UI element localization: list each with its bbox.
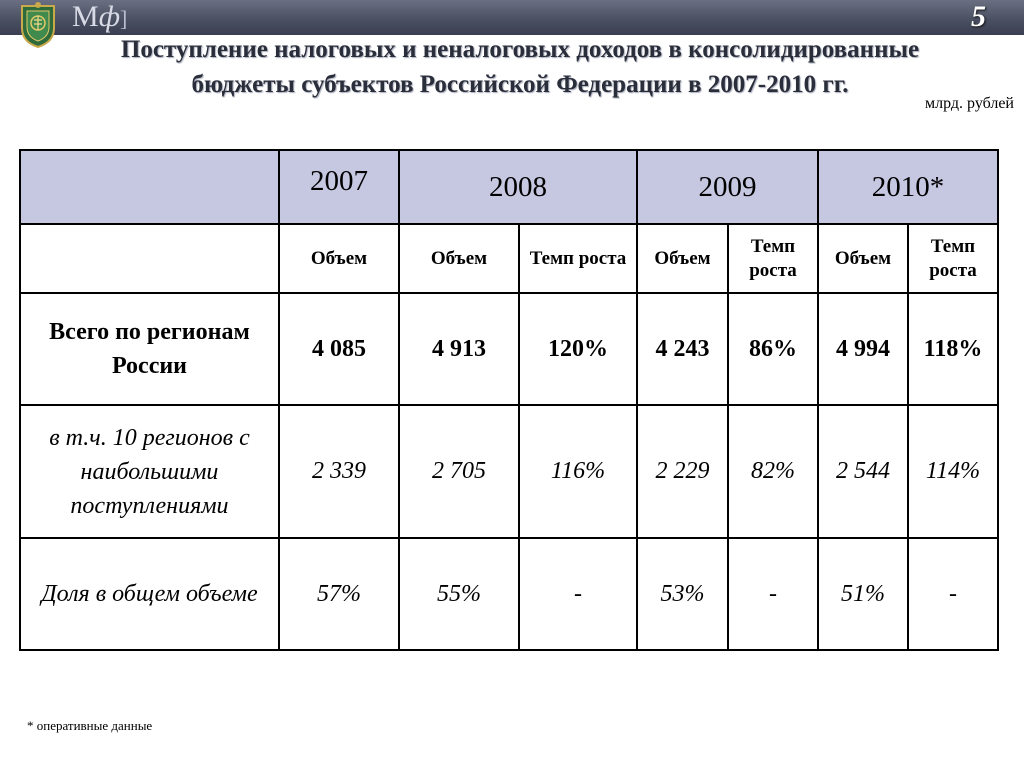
cell-volume-2008: 55% — [399, 538, 519, 650]
cell-growth-2008: 120% — [519, 293, 637, 405]
brand-letter-italic: ф — [98, 0, 120, 33]
cell-growth-2008: 116% — [519, 405, 637, 538]
subheader-volume-2010: Объем — [818, 224, 908, 293]
cell-volume-2010: 2 544 — [818, 405, 908, 538]
slide-number: 5 — [971, 0, 986, 33]
year-2007-header: 2007 — [279, 150, 399, 224]
cell-volume-2010: 51% — [818, 538, 908, 650]
revenue-table — [19, 149, 999, 651]
footnote: * оперативные данные — [27, 718, 153, 733]
subheader-growth-2010: Темп роста — [908, 224, 998, 293]
cell-growth-2009: 86% — [728, 293, 818, 405]
subheader-growth-2008: Темп роста — [519, 224, 637, 293]
year-2008-header: 2008 — [399, 150, 637, 224]
cell-volume-2010: 4 994 — [818, 293, 908, 405]
subheader-volume-2007: Объем — [279, 224, 399, 293]
subheader-volume-2009: Объем — [637, 224, 728, 293]
top-bar — [0, 0, 1024, 35]
cell-growth-2010: 118% — [908, 293, 998, 405]
row-label: в т.ч. 10 регионов с наибольшими поступлениями — [20, 405, 279, 538]
subheader-volume-2008: Объем — [399, 224, 519, 293]
cell-growth-2009: 82% — [728, 405, 818, 538]
table-row-top10 — [20, 405, 998, 538]
cell-volume-2009: 4 243 — [637, 293, 728, 405]
subheader-row — [20, 224, 998, 293]
table-row-share — [20, 538, 998, 650]
title-line-1: Поступление налоговых и неналоговых доходов в консолидированные — [120, 36, 920, 63]
subheader-blank-cell — [20, 224, 279, 293]
cell-volume-2007: 4 085 — [279, 293, 399, 405]
table-row-total — [20, 293, 998, 405]
cell-growth-2009: - — [728, 538, 818, 650]
brand-letter: М — [72, 0, 99, 33]
cell-volume-2009: 53% — [637, 538, 728, 650]
title-line-2: бюджеты субъектов Российской Федерации в 2007-2010 гг. — [191, 71, 849, 98]
cell-growth-2008: - — [519, 538, 637, 650]
cell-volume-2007: 57% — [279, 538, 399, 650]
brand-mark — [72, 1, 127, 33]
year-2009-header: 2009 — [637, 150, 818, 224]
year-header-row — [20, 150, 998, 224]
cell-growth-2010: - — [908, 538, 998, 650]
cell-volume-2007: 2 339 — [279, 405, 399, 538]
brand-bracket: ] — [120, 6, 128, 31]
row-label: Доля в общем объеме — [20, 538, 279, 650]
slide-title — [40, 32, 1000, 102]
subheader-growth-2009: Темп роста — [728, 224, 818, 293]
row-label: Всего по регионам России — [20, 293, 279, 405]
units-label: млрд. рублей — [924, 95, 1014, 112]
corner-cell — [20, 150, 279, 224]
year-2010-header: 2010* — [818, 150, 998, 224]
cell-growth-2010: 114% — [908, 405, 998, 538]
cell-volume-2008: 4 913 — [399, 293, 519, 405]
cell-volume-2009: 2 229 — [637, 405, 728, 538]
cell-volume-2008: 2 705 — [399, 405, 519, 538]
